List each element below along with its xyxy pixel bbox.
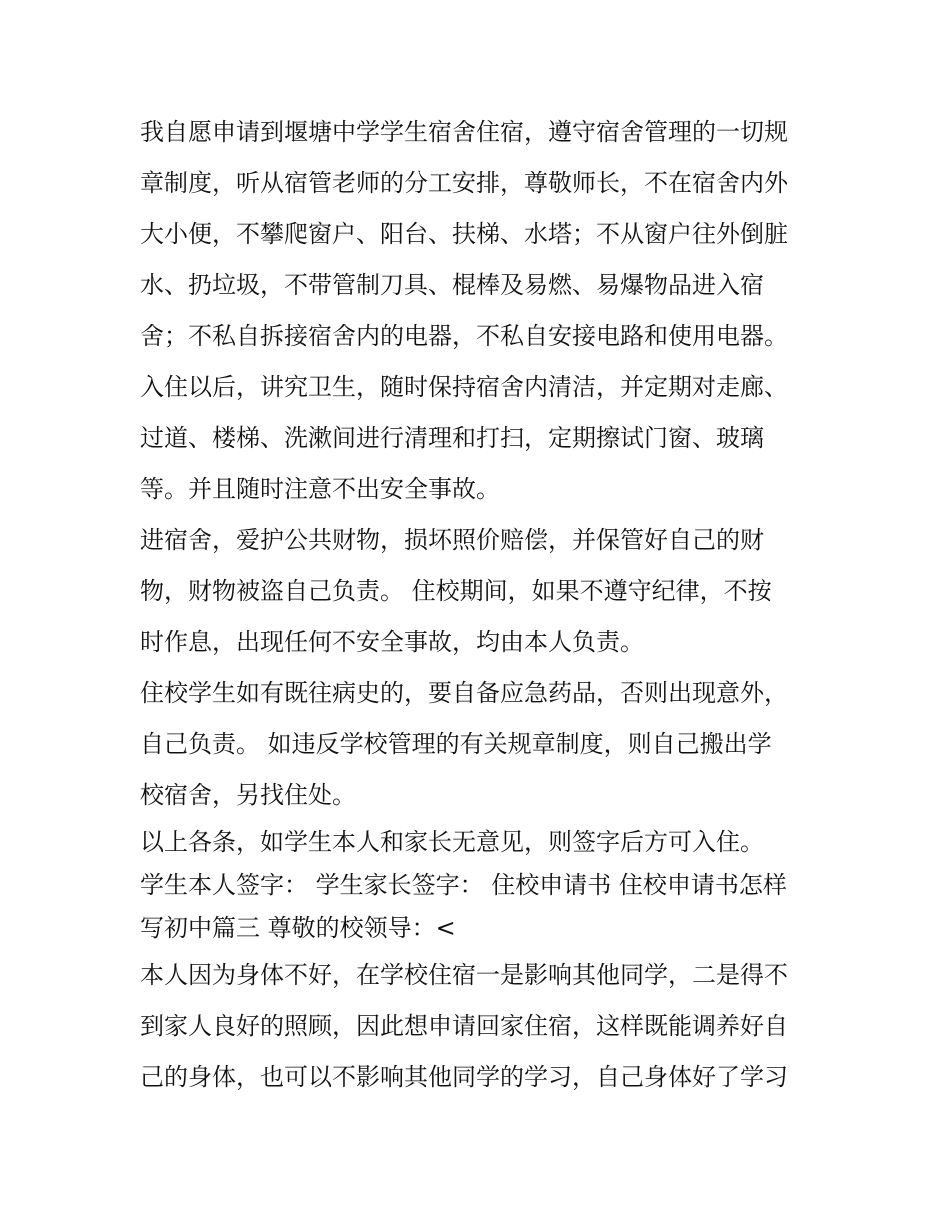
text-line: 时作息，出现任何不安全事故，均由本人负责。: [140, 628, 644, 656]
text-line: 我自愿申请到堰塘中学学生宿舍住宿，遵守宿舍管理的一切规: [140, 118, 788, 146]
document-body: [140, 107, 820, 1103]
text-line: 校宿舍，另找住处。: [140, 781, 356, 809]
text-line: 己的身体，也可以不影响其他同学的学习，自己身体好了学习: [140, 1063, 788, 1091]
text-line: 写初中篇三 尊敬的校领导：<: [140, 914, 456, 942]
text-line: 本人因为身体不好，在学校住宿一是影响其他同学，二是得不: [140, 961, 788, 989]
text-line: 水、扔垃圾，不带管制刀具、棍棒及易燃、易爆物品进入宿: [140, 271, 764, 299]
text-line: 到家人良好的照顾，因此想申请回家住宿，这样既能调养好自: [140, 1012, 788, 1040]
text-line: 物，财物被盗自己负责。 住校期间，如果不遵守纪律，不按: [140, 577, 772, 605]
text-line: 等。并且随时注意不出安全事故。: [140, 475, 500, 503]
text-line: 过道、楼梯、洗漱间进行清理和打扫，定期擦试门窗、玻璃: [140, 424, 764, 452]
text-line: 章制度，听从宿管老师的分工安排，尊敬师长，不在宿舍内外: [140, 169, 788, 197]
text-line: 以上各条，如学生本人和家长无意见，则签字后方可入住。: [140, 828, 764, 856]
text-line: 学生本人签字： 学生家长签字： 住校申请书 住校申请书怎样: [140, 871, 787, 899]
text-line: 自己负责。 如违反学校管理的有关规章制度，则自己搬出学: [140, 730, 772, 758]
text-line: 入住以后，讲究卫生，随时保持宿舍内清洁，并定期对走廊、: [140, 373, 788, 401]
text-line: 住校学生如有既往病史的，要自备应急药品，否则出现意外，: [140, 679, 788, 707]
text-line: 大小便，不攀爬窗户、阳台、扶梯、水塔；不从窗户往外倒脏: [140, 220, 788, 248]
text-line: 进宿舍，爱护公共财物，损坏照价赔偿，并保管好自己的财: [140, 526, 764, 554]
text-line: 舍；不私自拆接宿舍内的电器，不私自安接电路和使用电器。: [140, 322, 788, 350]
